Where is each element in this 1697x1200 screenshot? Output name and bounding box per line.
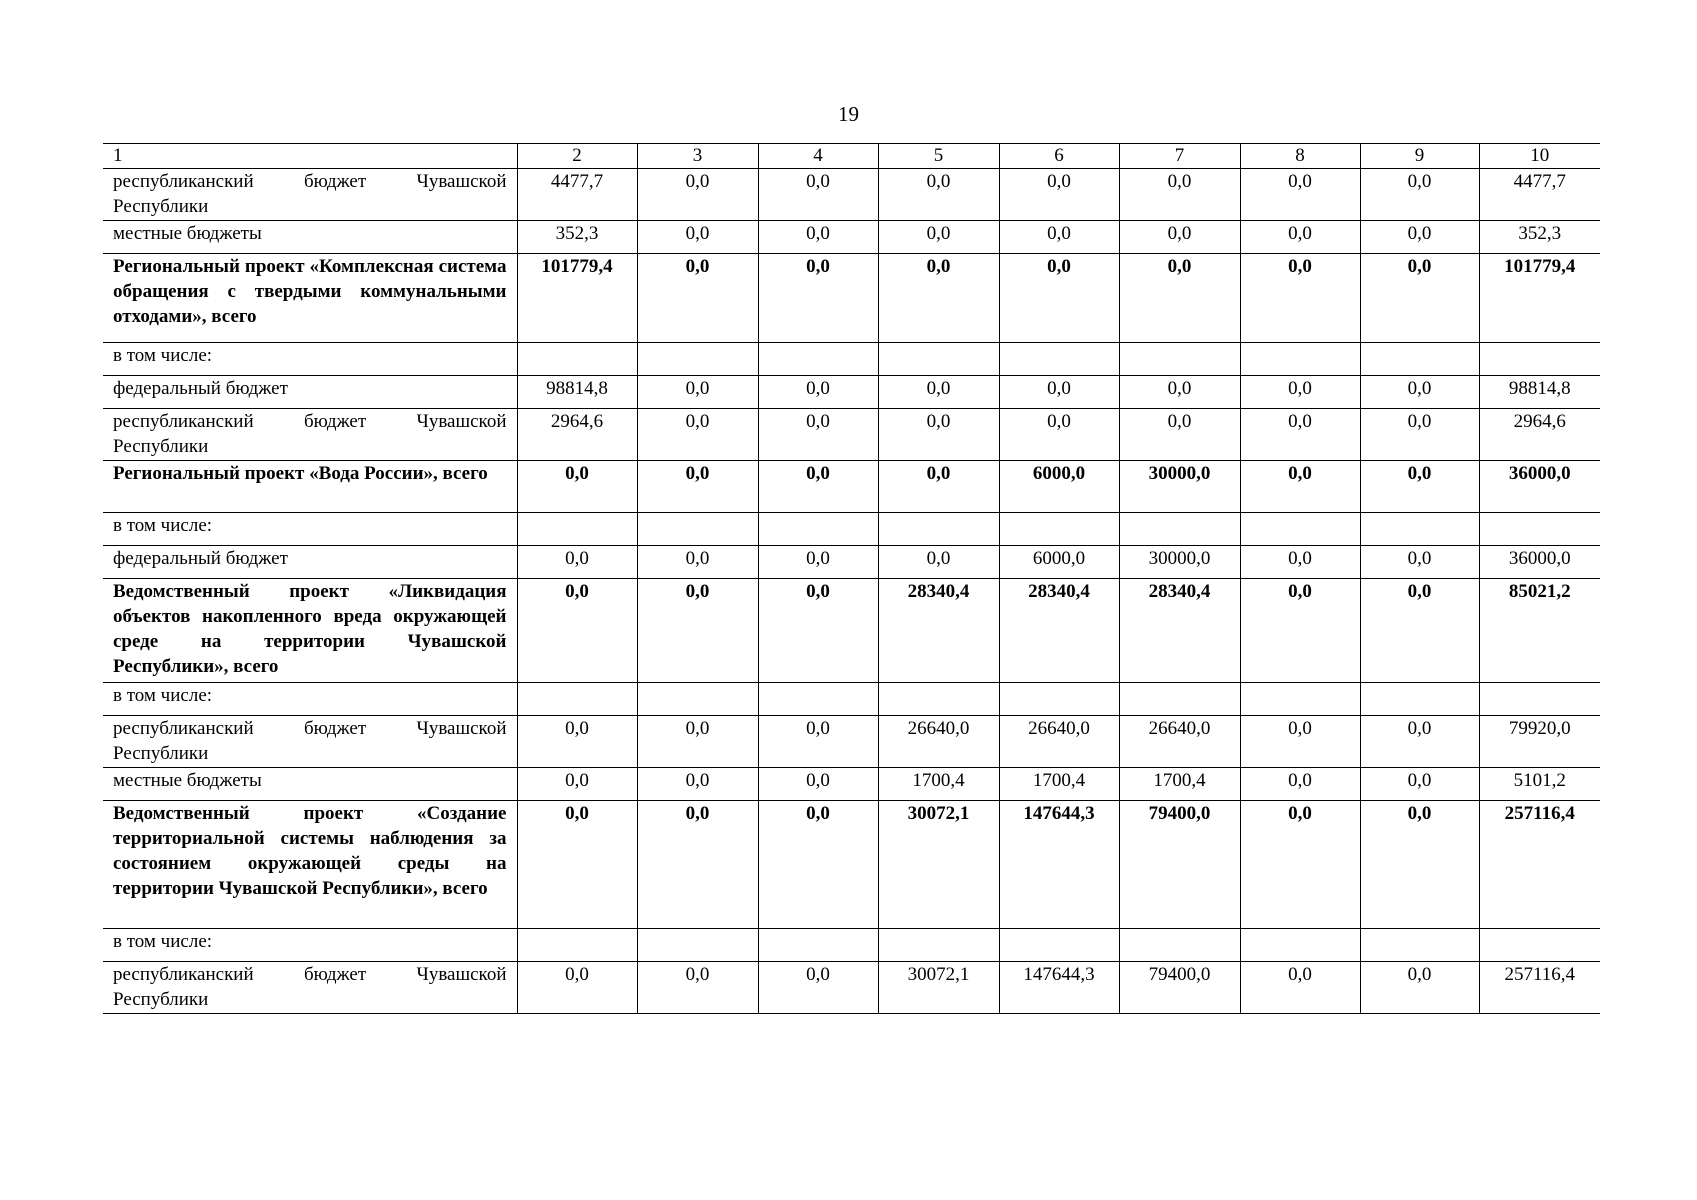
value-cell: 352,3 xyxy=(517,221,637,254)
value-cell: 85021,2 xyxy=(1479,579,1600,683)
column-header: 1 xyxy=(103,144,517,169)
row-label-cell: республиканский бюджет Чувашской Республики xyxy=(103,962,517,1014)
table-header-row xyxy=(103,144,1600,169)
value-cell: 0,0 xyxy=(758,169,878,221)
value-cell xyxy=(1479,683,1600,716)
value-cell: 6000,0 xyxy=(999,461,1119,513)
value-cell xyxy=(1479,343,1600,376)
value-cell xyxy=(517,683,637,716)
row-label-cell: Региональный проект «Вода России», всего xyxy=(103,461,517,513)
value-cell: 0,0 xyxy=(1240,962,1360,1014)
value-cell: 0,0 xyxy=(1360,801,1479,929)
value-cell: 0,0 xyxy=(1360,768,1479,801)
value-cell: 0,0 xyxy=(1360,221,1479,254)
value-cell: 0,0 xyxy=(517,716,637,768)
value-cell: 1700,4 xyxy=(878,768,999,801)
value-cell: 2964,6 xyxy=(517,409,637,461)
value-cell: 0,0 xyxy=(878,461,999,513)
value-cell xyxy=(999,683,1119,716)
value-cell: 0,0 xyxy=(1240,768,1360,801)
table-row xyxy=(103,579,1600,683)
row-label-cell: в том числе: xyxy=(103,929,517,962)
value-cell: 0,0 xyxy=(1119,376,1240,409)
value-cell xyxy=(758,343,878,376)
value-cell: 0,0 xyxy=(999,221,1119,254)
value-cell: 36000,0 xyxy=(1479,546,1600,579)
value-cell xyxy=(1240,513,1360,546)
value-cell xyxy=(1360,343,1479,376)
value-cell: 0,0 xyxy=(758,254,878,343)
value-cell: 0,0 xyxy=(758,768,878,801)
value-cell: 6000,0 xyxy=(999,546,1119,579)
value-cell: 0,0 xyxy=(758,579,878,683)
value-cell: 0,0 xyxy=(1240,376,1360,409)
value-cell xyxy=(1240,683,1360,716)
value-cell xyxy=(517,513,637,546)
row-label-cell: республиканский бюджет Чувашской Республики xyxy=(103,409,517,461)
table-row xyxy=(103,962,1600,1014)
value-cell: 0,0 xyxy=(999,376,1119,409)
value-cell: 257116,4 xyxy=(1479,801,1600,929)
value-cell: 0,0 xyxy=(637,169,758,221)
table-row xyxy=(103,343,1600,376)
value-cell: 0,0 xyxy=(1240,169,1360,221)
value-cell: 0,0 xyxy=(517,801,637,929)
table-row xyxy=(103,221,1600,254)
value-cell: 0,0 xyxy=(517,546,637,579)
value-cell: 0,0 xyxy=(1360,716,1479,768)
value-cell: 0,0 xyxy=(637,801,758,929)
value-cell: 0,0 xyxy=(758,461,878,513)
value-cell: 0,0 xyxy=(1240,579,1360,683)
row-label-cell: местные бюджеты xyxy=(103,221,517,254)
value-cell xyxy=(1240,929,1360,962)
value-cell: 0,0 xyxy=(1240,546,1360,579)
value-cell: 4477,7 xyxy=(1479,169,1600,221)
value-cell: 98814,8 xyxy=(1479,376,1600,409)
value-cell xyxy=(1240,343,1360,376)
row-label-cell: в том числе: xyxy=(103,683,517,716)
value-cell: 0,0 xyxy=(637,716,758,768)
value-cell: 1700,4 xyxy=(1119,768,1240,801)
column-header: 10 xyxy=(1479,144,1600,169)
table-row xyxy=(103,801,1600,929)
value-cell: 0,0 xyxy=(517,579,637,683)
value-cell: 79400,0 xyxy=(1119,962,1240,1014)
value-cell: 0,0 xyxy=(637,409,758,461)
value-cell: 257116,4 xyxy=(1479,962,1600,1014)
value-cell: 0,0 xyxy=(637,221,758,254)
value-cell: 28340,4 xyxy=(878,579,999,683)
value-cell: 0,0 xyxy=(1119,254,1240,343)
value-cell: 0,0 xyxy=(637,962,758,1014)
value-cell: 0,0 xyxy=(878,169,999,221)
value-cell: 0,0 xyxy=(758,221,878,254)
value-cell xyxy=(1479,929,1600,962)
value-cell: 79400,0 xyxy=(1119,801,1240,929)
value-cell: 5101,2 xyxy=(1479,768,1600,801)
value-cell: 0,0 xyxy=(1360,376,1479,409)
value-cell: 0,0 xyxy=(1240,716,1360,768)
table-row xyxy=(103,546,1600,579)
value-cell: 0,0 xyxy=(758,962,878,1014)
value-cell: 26640,0 xyxy=(999,716,1119,768)
value-cell: 0,0 xyxy=(758,546,878,579)
value-cell: 26640,0 xyxy=(878,716,999,768)
value-cell: 0,0 xyxy=(517,461,637,513)
value-cell xyxy=(1360,929,1479,962)
value-cell: 0,0 xyxy=(999,169,1119,221)
column-header: 2 xyxy=(517,144,637,169)
value-cell xyxy=(1119,513,1240,546)
value-cell: 0,0 xyxy=(1360,461,1479,513)
value-cell xyxy=(1119,343,1240,376)
column-header: 5 xyxy=(878,144,999,169)
value-cell: 0,0 xyxy=(1360,254,1479,343)
column-header: 9 xyxy=(1360,144,1479,169)
value-cell: 0,0 xyxy=(1240,409,1360,461)
column-header: 7 xyxy=(1119,144,1240,169)
value-cell: 30072,1 xyxy=(878,801,999,929)
value-cell xyxy=(637,929,758,962)
value-cell xyxy=(878,513,999,546)
value-cell: 2964,6 xyxy=(1479,409,1600,461)
budget-table xyxy=(103,143,1600,1014)
value-cell: 101779,4 xyxy=(1479,254,1600,343)
row-label-cell: федеральный бюджет xyxy=(103,376,517,409)
value-cell: 101779,4 xyxy=(517,254,637,343)
value-cell xyxy=(758,683,878,716)
value-cell: 0,0 xyxy=(1360,579,1479,683)
value-cell: 0,0 xyxy=(878,546,999,579)
value-cell: 0,0 xyxy=(637,579,758,683)
table-row xyxy=(103,716,1600,768)
value-cell xyxy=(637,513,758,546)
value-cell: 0,0 xyxy=(878,221,999,254)
value-cell: 0,0 xyxy=(758,716,878,768)
page-number: 19 xyxy=(838,102,859,126)
column-header: 3 xyxy=(637,144,758,169)
value-cell: 0,0 xyxy=(878,376,999,409)
table-row xyxy=(103,683,1600,716)
row-label-cell: республиканский бюджет Чувашской Республики xyxy=(103,716,517,768)
value-cell xyxy=(999,343,1119,376)
value-cell: 0,0 xyxy=(999,409,1119,461)
value-cell: 26640,0 xyxy=(1119,716,1240,768)
value-cell xyxy=(517,929,637,962)
value-cell: 0,0 xyxy=(637,461,758,513)
value-cell: 0,0 xyxy=(1240,221,1360,254)
value-cell xyxy=(878,929,999,962)
row-label-cell: Ведомственный проект «Создание территориальной системы наблюдения за состоянием окружающей среды на территории Чувашской Республики», всего xyxy=(103,801,517,929)
value-cell xyxy=(637,343,758,376)
value-cell: 30072,1 xyxy=(878,962,999,1014)
value-cell xyxy=(1119,683,1240,716)
value-cell: 0,0 xyxy=(758,409,878,461)
value-cell: 28340,4 xyxy=(1119,579,1240,683)
value-cell: 0,0 xyxy=(637,768,758,801)
value-cell: 28340,4 xyxy=(999,579,1119,683)
value-cell: 30000,0 xyxy=(1119,461,1240,513)
table-row xyxy=(103,254,1600,343)
value-cell: 0,0 xyxy=(1240,801,1360,929)
column-header: 6 xyxy=(999,144,1119,169)
column-header: 8 xyxy=(1240,144,1360,169)
value-cell xyxy=(637,683,758,716)
value-cell: 0,0 xyxy=(1360,546,1479,579)
table-row xyxy=(103,768,1600,801)
value-cell: 1700,4 xyxy=(999,768,1119,801)
value-cell: 0,0 xyxy=(637,254,758,343)
value-cell: 0,0 xyxy=(1360,962,1479,1014)
value-cell: 0,0 xyxy=(637,546,758,579)
table-row xyxy=(103,461,1600,513)
row-label-cell: в том числе: xyxy=(103,343,517,376)
value-cell: 0,0 xyxy=(637,376,758,409)
value-cell: 0,0 xyxy=(758,801,878,929)
value-cell xyxy=(758,513,878,546)
value-cell: 79920,0 xyxy=(1479,716,1600,768)
value-cell: 0,0 xyxy=(878,409,999,461)
value-cell: 0,0 xyxy=(1360,409,1479,461)
value-cell: 0,0 xyxy=(999,254,1119,343)
table-row xyxy=(103,376,1600,409)
row-label-cell: Ведомственный проект «Ликвидация объектов накопленного вреда окружающей среде на территории Чувашской Республики», всего xyxy=(103,579,517,683)
value-cell: 4477,7 xyxy=(517,169,637,221)
value-cell: 0,0 xyxy=(1360,169,1479,221)
value-cell: 98814,8 xyxy=(517,376,637,409)
value-cell xyxy=(758,929,878,962)
value-cell xyxy=(878,683,999,716)
value-cell xyxy=(999,929,1119,962)
value-cell xyxy=(999,513,1119,546)
row-label-cell: местные бюджеты xyxy=(103,768,517,801)
row-label-cell: республиканский бюджет Чувашской Республики xyxy=(103,169,517,221)
value-cell: 0,0 xyxy=(517,768,637,801)
value-cell xyxy=(517,343,637,376)
table-row xyxy=(103,409,1600,461)
value-cell: 0,0 xyxy=(1240,254,1360,343)
value-cell xyxy=(1119,929,1240,962)
column-header: 4 xyxy=(758,144,878,169)
value-cell: 0,0 xyxy=(1240,461,1360,513)
row-label-cell: Региональный проект «Комплексная система обращения с твердыми коммунальными отходами», всего xyxy=(103,254,517,343)
row-label-cell: в том числе: xyxy=(103,513,517,546)
value-cell: 0,0 xyxy=(1119,169,1240,221)
table-row xyxy=(103,513,1600,546)
value-cell: 0,0 xyxy=(758,376,878,409)
value-cell: 0,0 xyxy=(517,962,637,1014)
table-row xyxy=(103,169,1600,221)
value-cell: 147644,3 xyxy=(999,801,1119,929)
row-label-cell: федеральный бюджет xyxy=(103,546,517,579)
value-cell: 0,0 xyxy=(1119,221,1240,254)
value-cell: 36000,0 xyxy=(1479,461,1600,513)
table-row xyxy=(103,929,1600,962)
value-cell: 0,0 xyxy=(1119,409,1240,461)
value-cell: 147644,3 xyxy=(999,962,1119,1014)
value-cell xyxy=(878,343,999,376)
value-cell xyxy=(1360,683,1479,716)
value-cell: 352,3 xyxy=(1479,221,1600,254)
value-cell xyxy=(1360,513,1479,546)
value-cell xyxy=(1479,513,1600,546)
value-cell: 0,0 xyxy=(878,254,999,343)
value-cell: 30000,0 xyxy=(1119,546,1240,579)
